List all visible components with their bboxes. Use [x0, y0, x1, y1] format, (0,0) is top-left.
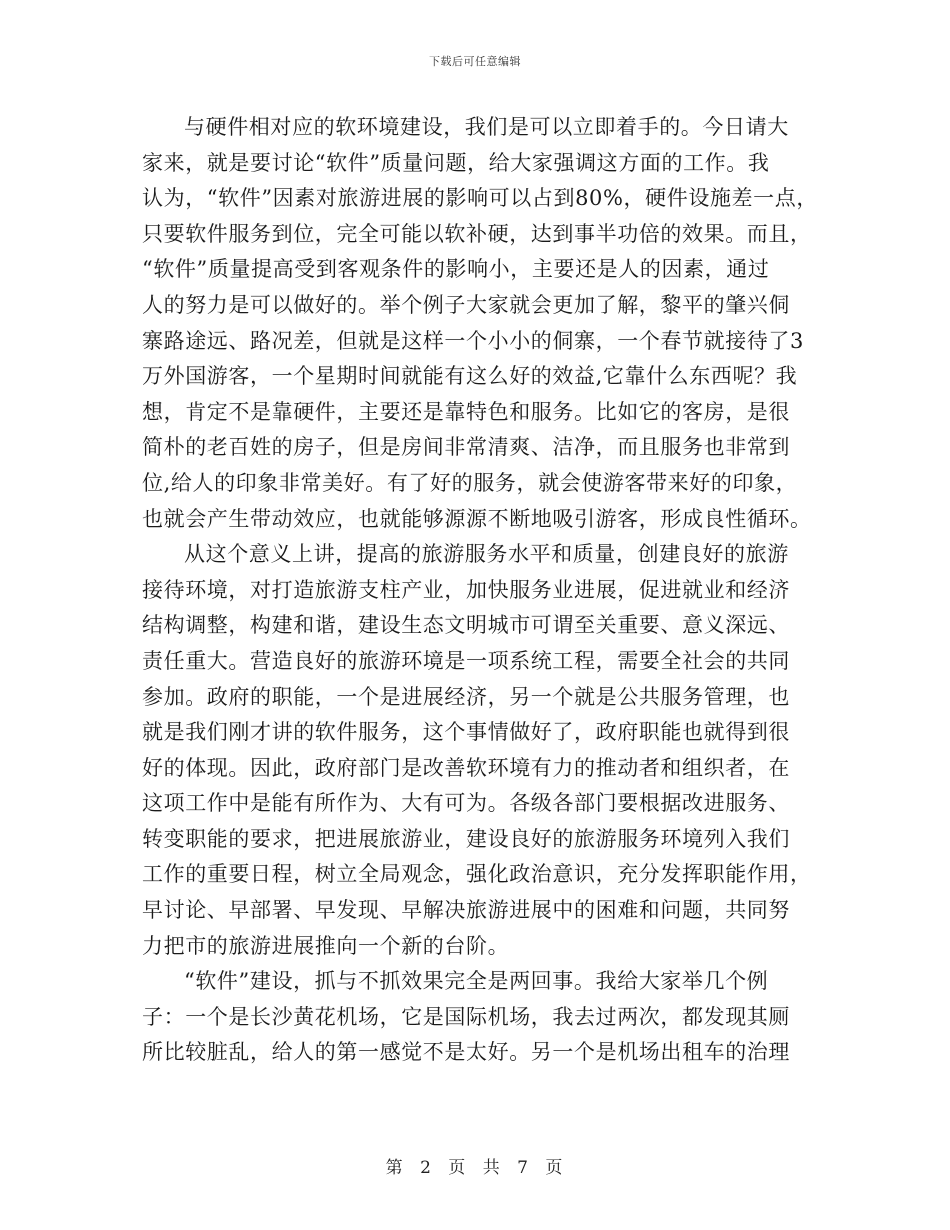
paragraph-line: 位,给人的印象非常美好。有了好的服务，就会使游客带来好的印象， [142, 470, 798, 495]
paragraph-line: 想，肯定不是靠硬件，主要还是靠特色和服务。比如它的客房，是很 [142, 399, 790, 424]
paragraph-line: 责任重大。营造良好的旅游环境是一项系统工程，需要全社会的共同 [142, 648, 790, 673]
paragraph-line: 早讨论、早部署、早发现、早解决旅游进展中的困难和问题，共同努 [142, 898, 790, 923]
paragraph-line: 万外国游客，一个星期时间就能有这么好的效益,它靠什么东西呢？我 [142, 364, 798, 389]
paragraph-line: 结构调整，构建和谐，建设生态文明城市可谓至关重要、意义深远、 [142, 613, 790, 638]
paragraph-line: 力把市的旅游进展推向一个新的台阶。 [142, 933, 510, 958]
paragraph-line: 寨路途远、路况差，但就是这样一个小小的侗寨，一个春节就接待了3 [142, 328, 804, 353]
paragraph-line: 简朴的老百姓的房子，但是房间非常清爽、洁净，而且服务也非常到 [142, 435, 790, 460]
paragraph-line: 只要软件服务到位，完全可能以软补硬，达到事半功倍的效果。而且， [142, 221, 812, 246]
paragraph-line: “软件”建设，抓与不抓效果完全是两回事。我给大家举几个例 [184, 969, 769, 994]
paragraph-line: 子：一个是长沙黄花机场，它是国际机场，我去过两次，都发现其厕 [142, 1004, 790, 1029]
paragraph-line: 也就会产生带动效应，也就能够源源不断地吸引游客，形成良性循环。 [142, 506, 812, 531]
paragraph-line: 参加。政府的职能，一个是进展经济，另一个就是公共服务管理，也 [142, 684, 790, 709]
paragraph-line: “软件”质量提高受到客观条件的影响小，主要还是人的因素，通过 [142, 257, 770, 282]
paragraph-line: 从这个意义上讲，提高的旅游服务水平和质量，创建良好的旅游 [184, 542, 789, 567]
header-note: 下载后可任意编辑 [429, 55, 521, 68]
page-number-footer: 第 2 页 共 7 页 [385, 1158, 565, 1178]
paragraph-line: 人的努力是可以做好的。举个例子大家就会更加了解，黎平的肇兴侗 [142, 292, 790, 317]
body-text [142, 110, 822, 1071]
paragraph-line: 转变职能的要求，把进展旅游业，建设良好的旅游服务环境列入我们 [142, 826, 790, 851]
paragraph-line: 与硬件相对应的软环境建设，我们是可以立即着手的。今日请大 [184, 115, 789, 139]
paragraph-line: 这项工作中是能有所作为、大有可为。各级各部门要根据改进服务、 [142, 791, 790, 816]
paragraph-line: 就是我们刚才讲的软件服务，这个事情做好了，政府职能也就得到很 [142, 720, 790, 745]
paragraph-line: 工作的重要日程，树立全局观念，强化政治意识，充分发挥职能作用， [142, 862, 812, 887]
paragraph-line: 接待环境，对打造旅游支柱产业，加快服务业进展，促进就业和经济 [142, 577, 790, 602]
paragraph-line: 好的体现。因此，政府部门是改善软环境有力的推动者和组织者，在 [142, 755, 790, 780]
paragraph-line: 认为，“软件”因素对旅游进展的影响可以占到80%，硬件设施差一点， [142, 186, 818, 211]
paragraph-line: 所比较脏乱，给人的第一感觉不是太好。另一个是机场出租车的治理 [142, 1040, 790, 1065]
paragraph-line: 家来，就是要讨论“软件”质量问题，给大家强调这方面的工作。我 [142, 150, 770, 175]
